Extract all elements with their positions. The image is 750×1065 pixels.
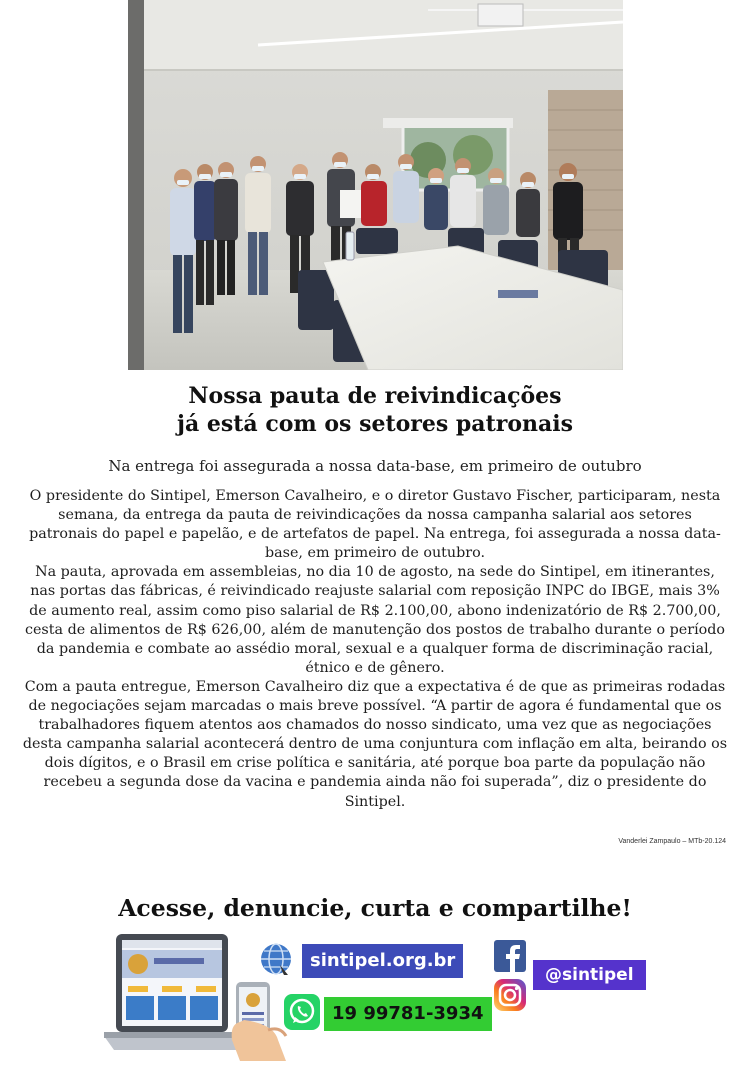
website-link[interactable]: sintipel.org.br <box>302 944 463 978</box>
whatsapp-icon <box>284 994 320 1034</box>
meeting-photo <box>128 0 623 370</box>
author-credit: Vanderlei Zampaulo – MTb-20.124 <box>618 838 726 845</box>
website-link-row[interactable] <box>258 941 463 981</box>
facebook-icon[interactable] <box>494 940 526 976</box>
instagram-icon[interactable] <box>493 978 527 1016</box>
paragraph: O presidente do Sintipel, Emerson Cavalheiro, e o diretor Gustavo Fischer, participaram, nesta semana, da entrega da pauta de reivindicações da nossa campanha salarial aos setores patronais do papel e papelão, e de artefatos de papel. Na entrega, foi assegurada a nossa data-base, em primeiro de outubro. <box>29 488 721 562</box>
paragraph: Na pauta, aprovada em assembleias, no dia 10 de agosto, na sede do Sintipel, em itinerantes, nas portas das fábricas, é reivindicado reajuste salarial com reposição INPC do IBGE, mais 3% de aumento real, assim como piso salarial de R$ 2.100,00, abono indenizatório de R$ 2.700,00, cesta de alimentos de R$ 626,00, além de manutenção dos postos de trabalho durante o período da pandemia e combate ao assédio moral, sexual e a qualquer forma de discriminação racial, étnico e de gênero. <box>24 564 726 676</box>
social-handle-row[interactable] <box>533 960 646 990</box>
call-to-action: Acesse, denuncie, curta e compartilhe! <box>118 894 632 922</box>
headline-line-2: já está com os setores patronais <box>177 411 573 437</box>
instagram-link[interactable] <box>493 978 527 1016</box>
social-handle[interactable]: @sintipel <box>533 960 646 990</box>
subheadline: Na entrega foi assegurada a nossa data-base, em primeiro de outubro <box>108 457 642 475</box>
paragraph: Com a pauta entregue, Emerson Cavalheiro diz que a expectativa é de que as primeiras rodadas de negociações sejam marcadas o mais breve possível. “A partir de agora é fundamental que os trabalhadores fiquem atentos aos chamados do nosso sindicato, uma vez que as negociações desta campanha salarial acontecerá dentro de uma conjuntura com inflação em alta, beirando os dois dígitos, e o Brasil em crise política e sanitária, até porque boa parte da população não recebeu a segunda dose da vacina e pandemia ainda não foi superada”, diz o presidente do Sintipel. <box>22 678 728 810</box>
globe-icon <box>258 941 294 981</box>
phone-link[interactable]: 19 99781-3934 <box>324 997 492 1031</box>
whatsapp-link-row[interactable] <box>284 994 492 1034</box>
facebook-link[interactable] <box>494 940 526 976</box>
laptop-illustration <box>104 932 246 1057</box>
headline-line-1: Nossa pauta de reivindicações <box>188 383 562 409</box>
headline <box>0 382 750 438</box>
article-body <box>22 487 728 812</box>
